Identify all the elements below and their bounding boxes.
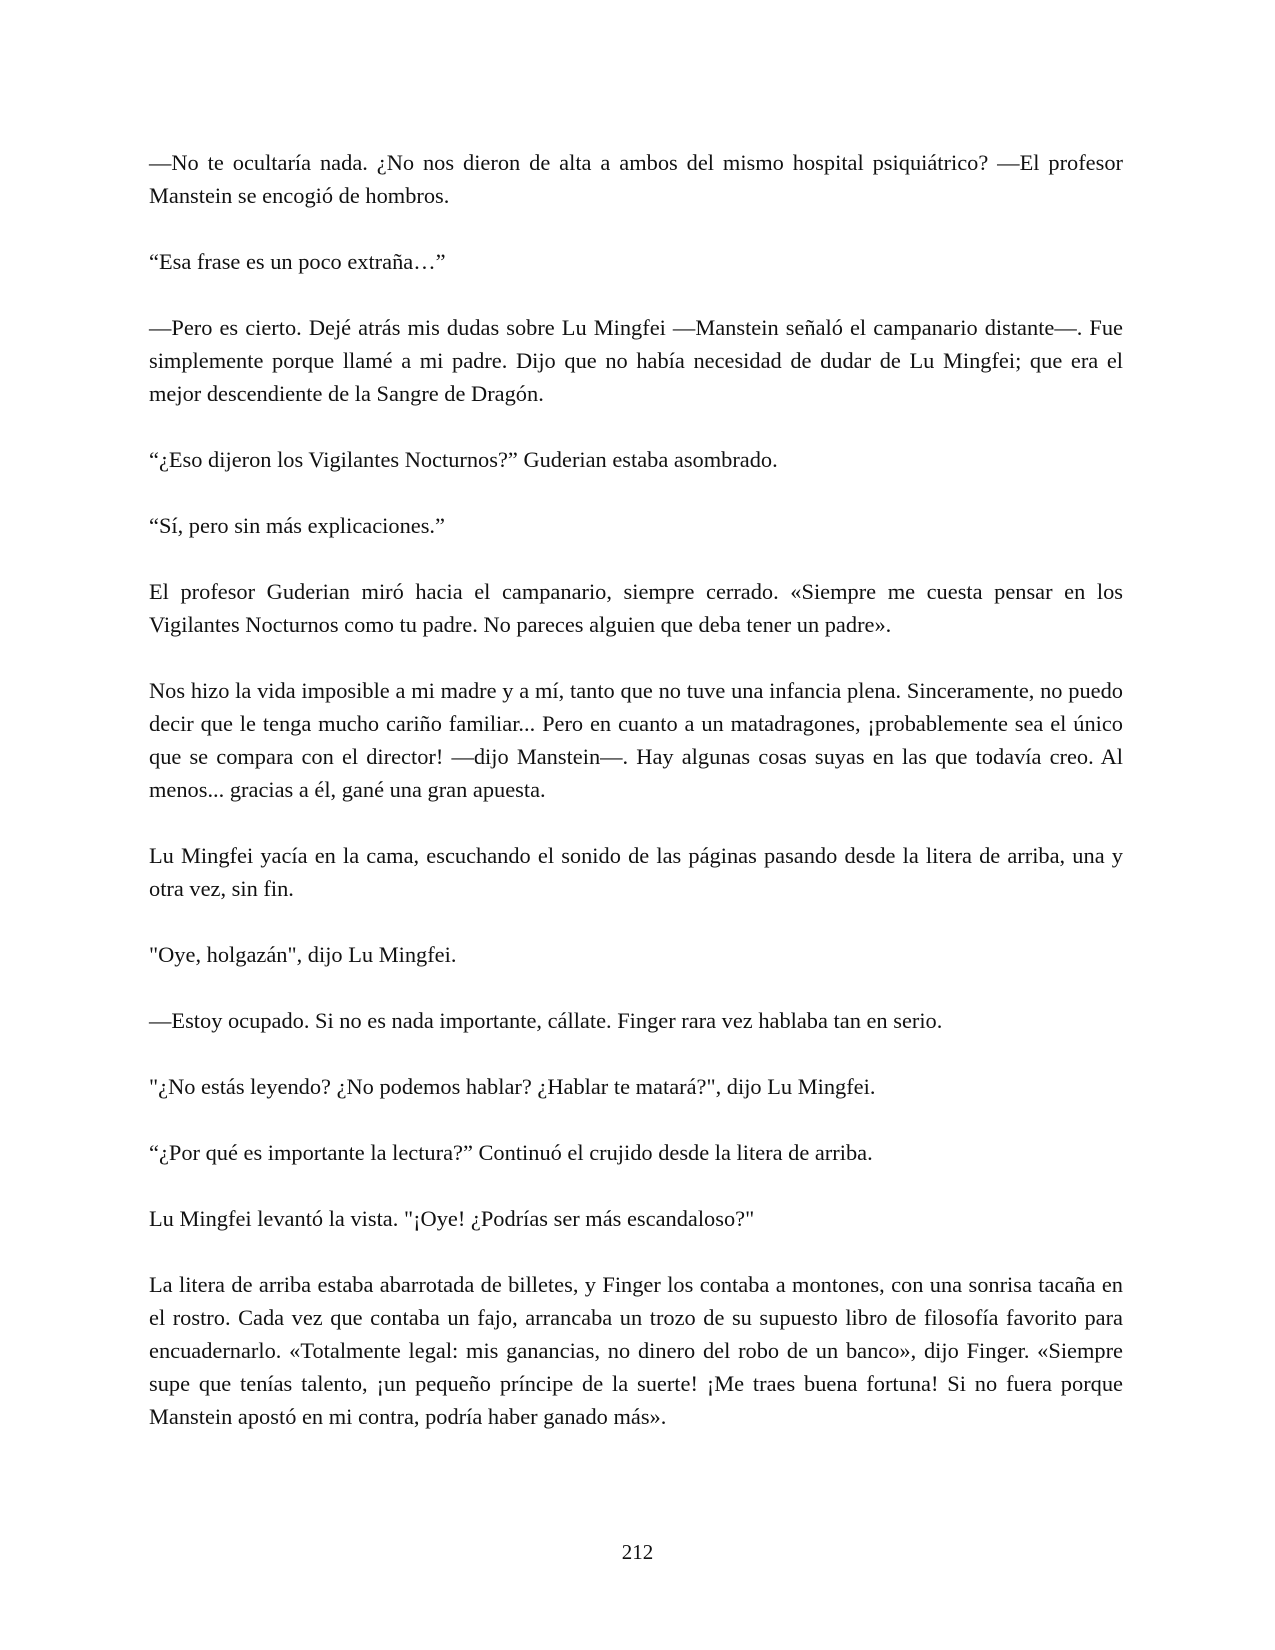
- page-number: 212: [621, 1540, 654, 1564]
- paragraph-8: Lu Mingfei yacía en la cama, escuchando el sonido de las páginas pasando desde la litera de arriba, una y otra vez, sin fin.: [149, 843, 1123, 901]
- paragraph-5: “Sí, pero sin más explicaciones.”: [149, 513, 445, 538]
- paragraph-13: Lu Mingfei levantó la vista. "¡Oye! ¿Podrías ser más escandaloso?": [149, 1206, 755, 1231]
- paragraph-9: "Oye, holgazán", dijo Lu Mingfei.: [149, 942, 457, 967]
- paragraph-14: La litera de arriba estaba abarrotada de billetes, y Finger los contaba a montones, con una sonrisa tacaña en el rostro. Cada vez que contaba un fajo, arrancaba un trozo de su supuesto libro de filosofía favorito para encuadernarlo. «Totalmente legal: mis ganancias, no dinero del robo de un banco», dijo Finger. «Siempre supe que tenías talento, ¡un pequeño príncipe de la suerte! ¡Me traes buena fortuna! Si no fuera porque Manstein apostó en mi contra, podría haber ganado más».: [149, 1272, 1123, 1429]
- paragraph-6: El profesor Guderian miró hacia el campanario, siempre cerrado. «Siempre me cuesta pensar en los Vigilantes Nocturnos como tu padre. No pareces alguien que deba tener un padre».: [149, 579, 1123, 637]
- paragraph-11: "¿No estás leyendo? ¿No podemos hablar? ¿Hablar te matará?", dijo Lu Mingfei.: [149, 1074, 876, 1099]
- paragraph-3: —Pero es cierto. Dejé atrás mis dudas sobre Lu Mingfei —Manstein señaló el campanario distante—. Fue simplemente porque llamé a mi padre. Dijo que no había necesidad de dudar de Lu Mingfei; que era el mejor descendiente de la Sangre de Dragón.: [149, 315, 1123, 406]
- paragraph-10: —Estoy ocupado. Si no es nada importante, cállate. Finger rara vez hablaba tan en serio.: [149, 1008, 943, 1033]
- paragraph-4: “¿Eso dijeron los Vigilantes Nocturnos?” Guderian estaba asombrado.: [149, 447, 778, 472]
- paragraph-7: Nos hizo la vida imposible a mi madre y a mí, tanto que no tuve una infancia plena. Sinceramente, no puedo decir que le tenga mucho cariño familiar... Pero en cuanto a un matadragones, ¡probablemente sea el único que se compara con el director! —dijo Manstein—. Hay algunas cosas suyas en las que todavía creo. Al menos... gracias a él, gané una gran apuesta.: [149, 678, 1123, 802]
- paragraph-2: “Esa frase es un poco extraña…”: [149, 249, 446, 274]
- paragraph-12: “¿Por qué es importante la lectura?” Continuó el crujido desde la litera de arriba.: [149, 1140, 873, 1165]
- paragraph-1: —No te ocultaría nada. ¿No nos dieron de alta a ambos del mismo hospital psiquiátrico? —El profesor Manstein se encogió de hombros.: [149, 150, 1123, 208]
- page-body: [149, 146, 1123, 1466]
